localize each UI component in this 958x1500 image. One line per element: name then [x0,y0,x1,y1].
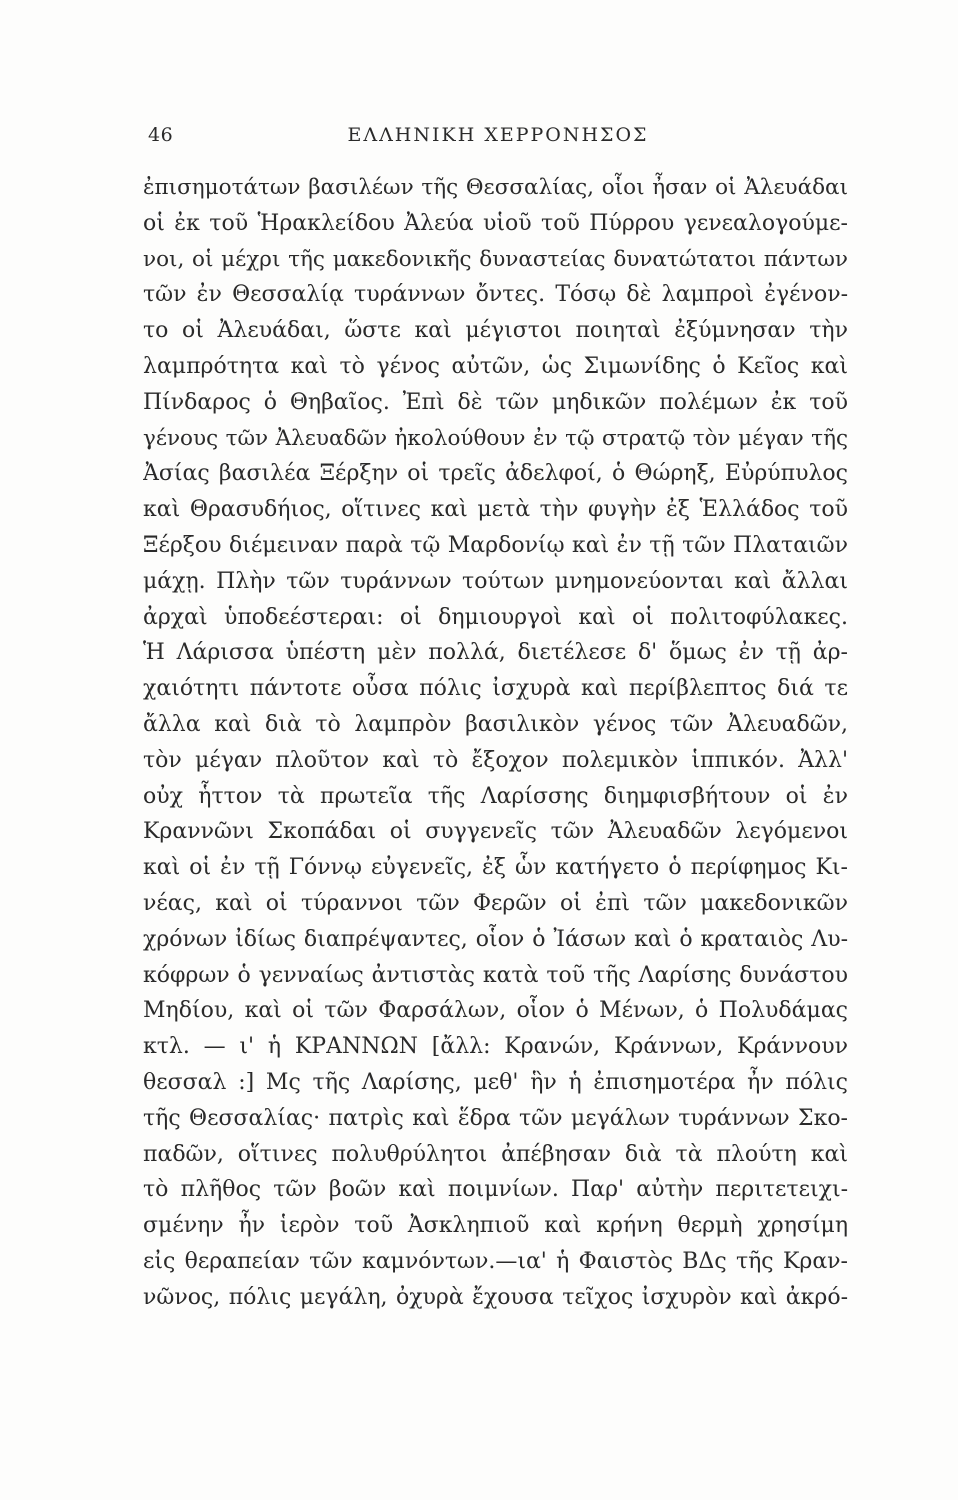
text-line: νοι, οἱ μέχρι τῆς μακεδονικῆς δυναστείας δυνατώτατοι πάντων [143,246,848,272]
text-line: νέας, καὶ οἱ τύραννοι τῶν Φερῶν οἱ ἐπὶ τῶν μακεδονικῶν [143,890,848,916]
text-line: ἄλλα καὶ διὰ τὸ λαμπρὸν βασιλικὸν γένος τῶν Ἀλευαδῶν, [143,711,848,737]
text-line: Πίνδαρος ὁ Θηβαῖος. Ἐπὶ δὲ τῶν μηδικῶν πολέμων ἐκ τοῦ [143,389,848,415]
text-line: θεσσαλ :] Μς τῆς Λαρίσης, μεθ' ἣν ἡ ἐπισημοτέρα ἦν πόλις [143,1069,848,1095]
text-line: λαμπρότητα καὶ τὸ γένος αὐτῶν, ὡς Σιμωνίδης ὁ Κεῖος καὶ [143,353,848,379]
text-line: καὶ Θρασυδήιος, οἵτινες καὶ μετὰ τὴν φυγὴν ἐξ Ἑλλάδος τοῦ [143,497,848,523]
running-head [148,124,848,154]
text-line: τῶν ἐν Θεσσαλίᾳ τυράννων ὄντες. Τόσῳ δὲ λαμπροὶ ἐγένον- [143,282,848,308]
text-line: εἰς θεραπείαν τῶν καμνόντων.—ια' ἡ Φαιστὸς ΒΔς τῆς Κραν- [143,1248,848,1274]
text-line: χαιότητι πάντοτε οὖσα πόλις ἰσχυρὰ καὶ περίβλεπτος διά τε [143,676,848,702]
text-line: τὸ πλῆθος τῶν βοῶν καὶ ποιμνίων. Παρ' αὐτὴν περιτετειχι- [143,1177,848,1203]
text-line: το οἱ Ἀλευάδαι, ὥστε καὶ μέγιστοι ποιηταὶ ἐξύμνησαν τὴν [143,318,848,344]
text-line: νῶνος, πόλις μεγάλη, ὀχυρὰ ἔχουσα τεῖχος ἰσχυρὸν καὶ ἀκρό- [143,1284,848,1310]
text-line: Ἀσίας βασιλέα Ξέρξην οἱ τρεῖς ἀδελφοί, ὁ Θώρηξ, Εὐρύπυλος [143,461,848,487]
text-line: χρόνων ἰδίως διαπρέψαντες, οἷον ὁ Ἰάσων καὶ ὁ κραταιὸς Λυ- [143,926,848,952]
text-line: σμένην ἦν ἱερὸν τοῦ Ἀσκληπιοῦ καὶ κρήνη θερμὴ χρησίμη [143,1213,848,1239]
text-line: Μηδίου, καὶ οἱ τῶν Φαρσάλων, οἷον ὁ Μένων, ὁ Πολυδάμας [143,998,848,1024]
text-line: ἐπισημοτάτων βασιλέων τῆς Θεσσαλίας, οἷοι ἦσαν οἱ Ἀλευάδαι [143,175,848,200]
text-line: Κραννῶνι Σκοπάδαι οἱ συγγενεῖς τῶν Ἀλευαδῶν λεγόμενοι [143,819,848,845]
text-line: παδῶν, οἵτινες πολυθρύλητοι ἀπέβησαν διὰ τὰ πλούτη καὶ [143,1141,848,1167]
text-line: οὐχ ἧττον τὰ πρωτεῖα τῆς Λαρίσσης διημφισβήτουν οἱ ἐν [143,783,848,809]
running-title: ΕΛΛΗΝΙΚΗ ΧΕΡΡΟΝΗΣΟΣ [347,124,649,146]
text-line: Ξέρξου διέμειναν παρὰ τῷ Μαρδονίῳ καὶ ἐν τῇ τῶν Πλαταιῶν [143,532,848,558]
text-line: καὶ οἱ ἐν τῇ Γόννῳ εὐγενεῖς, ἐξ ὧν κατήγετο ὁ περίφημος Κι- [143,855,848,881]
text-line: γένους τῶν Ἀλευαδῶν ἠκολούθουν ἐν τῷ στρατῷ τὸν μέγαν τῆς [143,425,848,451]
text-line: τὸν μέγαν πλοῦτον καὶ τὸ ἔξοχον πολεμικὸν ἱππικόν. Ἀλλ' [143,747,848,773]
text-line: τῆς Θεσσαλίας· πατρὶς καὶ ἕδρα τῶν μεγάλων τυράννων Σκο- [143,1105,848,1131]
text-line: ἀρχαὶ ὑποδεέστεραι: οἱ δημιουργοὶ καὶ οἱ πολιτοφύλακες. [143,604,848,630]
text-line: οἱ ἐκ τοῦ Ἡρακλείδου Ἀλεύα υἱοῦ τοῦ Πύρρου γενεαλογούμε- [143,210,848,236]
text-line: κτλ. — ι' ἡ ΚΡΑΝΝΩΝ [ἄλλ: Κρανών, Κράννων, Κράννουν [143,1034,848,1060]
text-line: μάχῃ. Πλὴν τῶν τυράννων τούτων μνημονεύονται καὶ ἄλλαι [143,568,848,594]
body-text [143,170,848,1316]
page-number: 46 [148,124,174,146]
text-line: Ἡ Λάρισσα ὑπέστη μὲν πολλά, διετέλεσε δ' ὅμως ἐν τῇ ἀρ- [143,640,848,666]
text-line: κόφρων ὁ γενναίως ἀντιστὰς κατὰ τοῦ τῆς Λαρίσης δυνάστου [143,962,848,988]
